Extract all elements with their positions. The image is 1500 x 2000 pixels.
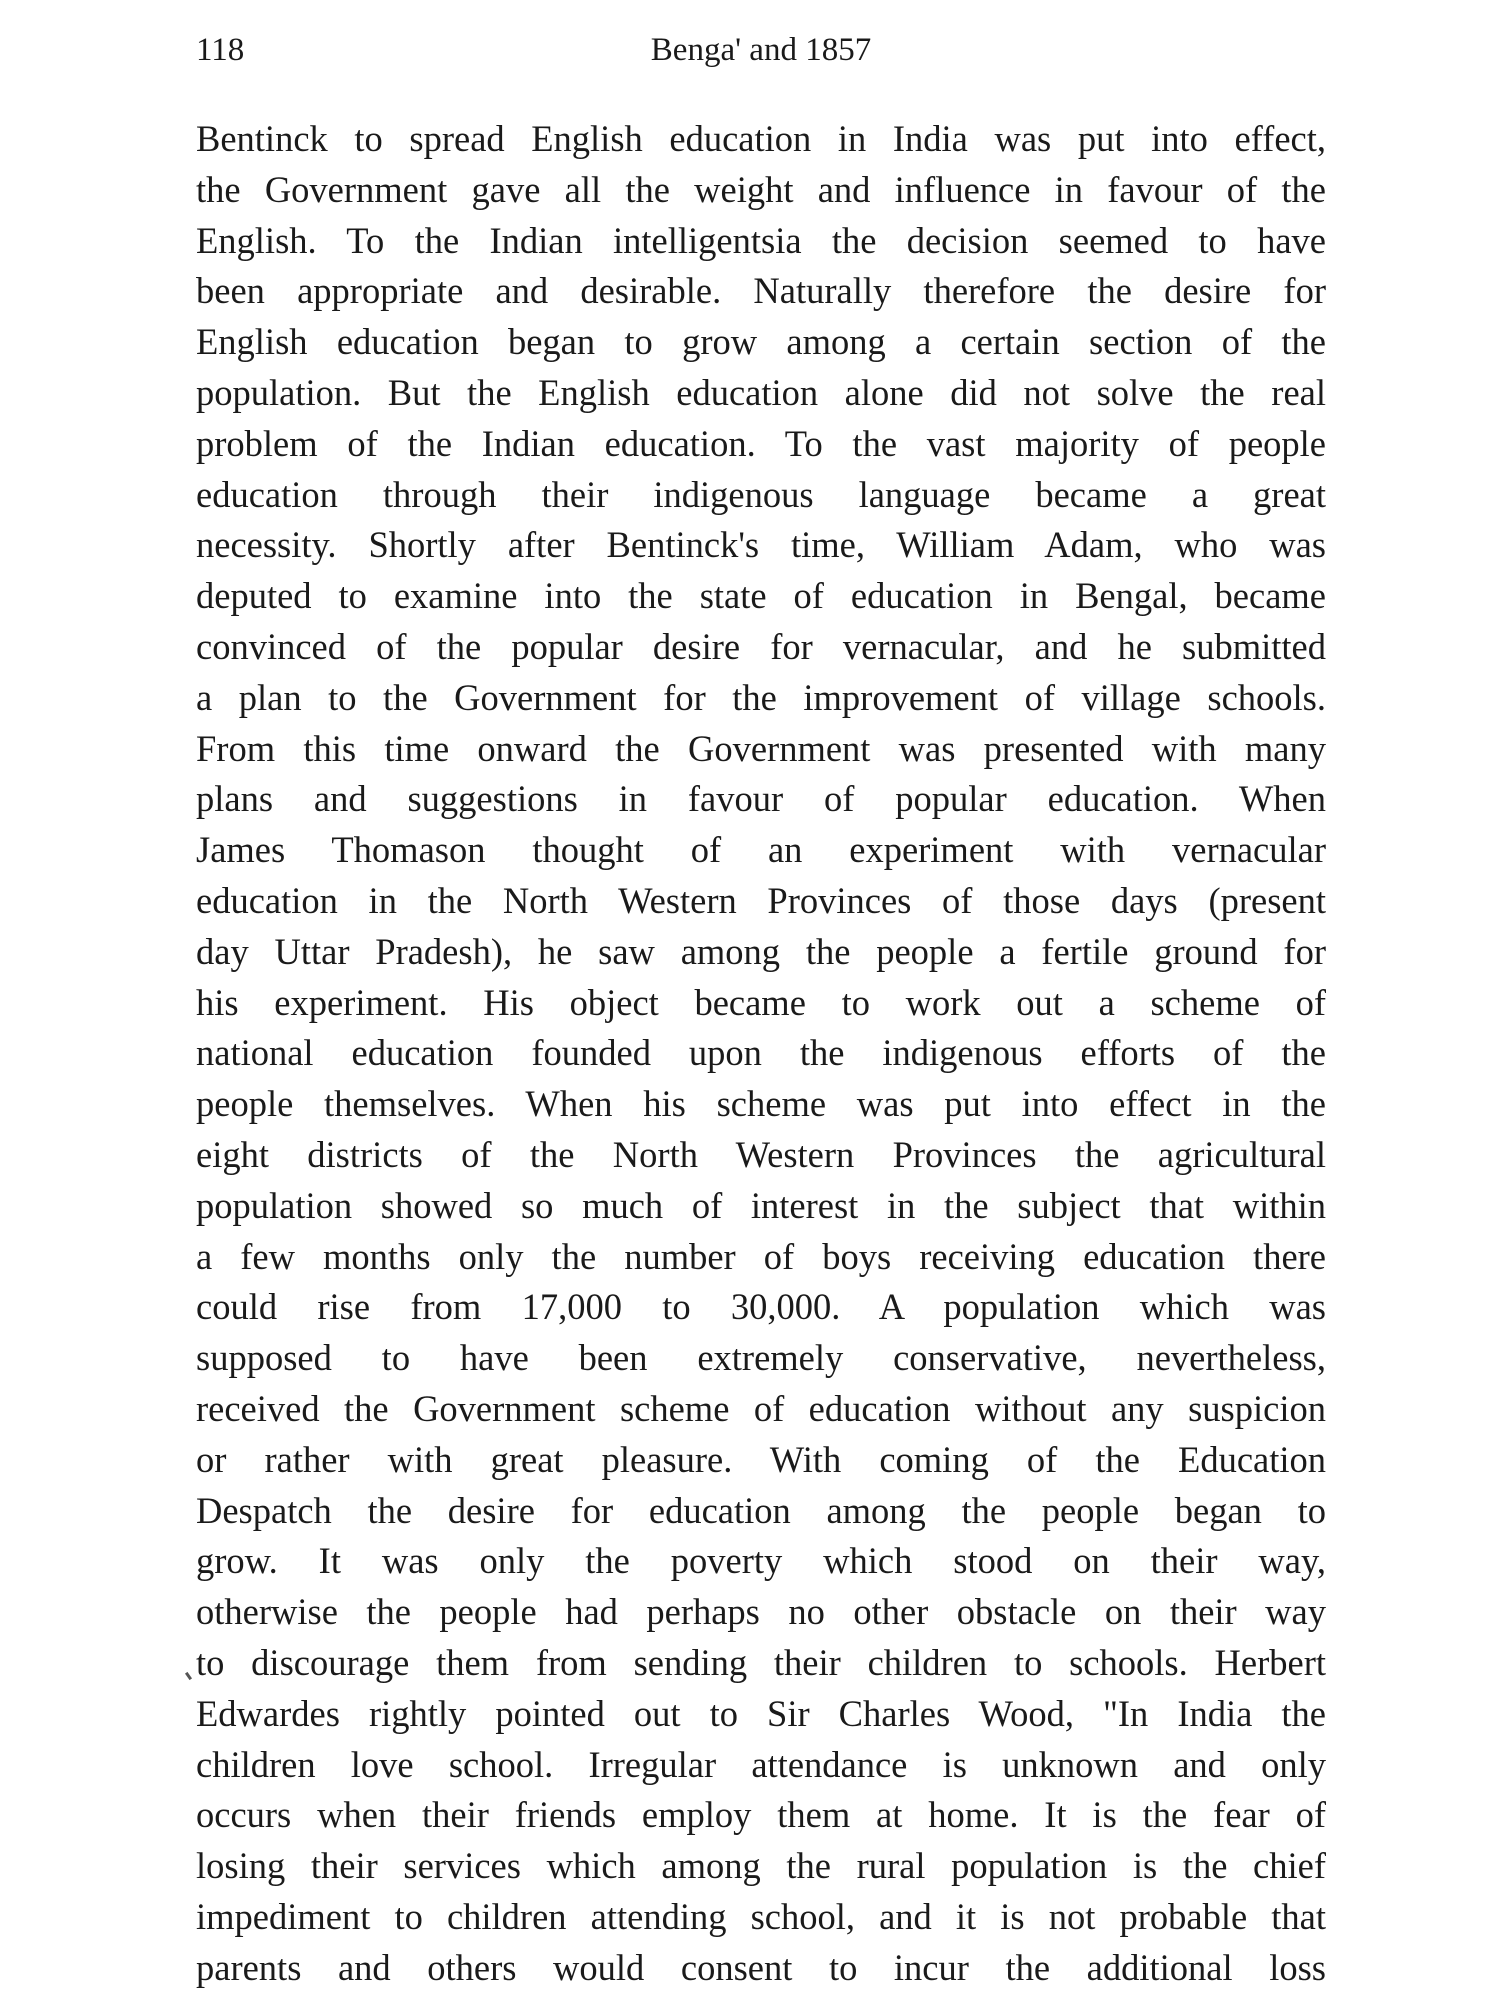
text-line: Bentinck to spread English education in India was put into effect, — [196, 118, 1326, 159]
text-line: people themselves. When his scheme was put into effect in the — [196, 1083, 1326, 1125]
running-head: Benga' and 1857 — [650, 32, 872, 68]
text-line: deputed to examine into the state of education in Bengal, became — [196, 575, 1326, 617]
text-line: population showed so much of interest in the subject that within — [196, 1184, 1326, 1226]
text-line: supposed to have been extremely conservative, nevertheless, — [196, 1337, 1326, 1379]
text-line: necessity. Shortly after Bentinck's time, William Adam, who was — [196, 524, 1326, 566]
text-line: parents and others would consent to incur the additional loss — [196, 1946, 1326, 1988]
text-line: James Thomason thought of an experiment with vernacular — [196, 829, 1326, 871]
text-line: children love school. Irregular attendance is unknown and only — [196, 1743, 1326, 1785]
text-line: From this time onward the Government was presented with many — [196, 727, 1326, 769]
text-line: impediment to children attending school, and it is not probable that — [196, 1895, 1326, 1937]
text-line: convinced of the popular desire for vernacular, and he submitted — [196, 625, 1326, 667]
page-number: 118 — [196, 32, 245, 68]
body-text — [196, 114, 1326, 1993]
text-line: English. To the Indian intelligentsia the decision seemed to have — [196, 219, 1326, 261]
text-line: Despatch the desire for education among the people began to — [196, 1489, 1326, 1531]
text-line: grow. It was only the poverty which stood on their way, — [196, 1540, 1326, 1582]
text-line: otherwise the people had perhaps no other obstacle on their way — [196, 1591, 1326, 1633]
text-line: Edwardes rightly pointed out to Sir Charles Wood, "In India the — [196, 1692, 1326, 1734]
text-line: the Government gave all the weight and influence in favour of the — [196, 168, 1326, 210]
text-line: national education founded upon the indigenous efforts of the — [196, 1032, 1326, 1074]
page-header — [196, 26, 1326, 74]
text-line: English education began to grow among a certain section of the — [196, 321, 1326, 363]
text-line: received the Government scheme of education without any suspicion — [196, 1387, 1326, 1429]
text-line: his experiment. His object became to work out a scheme of — [196, 981, 1326, 1023]
text-line: to discourage them from sending their children to schools. Herbert — [196, 1641, 1326, 1683]
text-line: education through their indigenous language became a great — [196, 473, 1326, 515]
text-line: eight districts of the North Western Provinces the agricultural — [196, 1133, 1326, 1175]
text-line: problem of the Indian education. To the vast majority of people — [196, 422, 1326, 464]
text-line: could rise from 17,000 to 30,000. A population which was — [196, 1286, 1326, 1328]
text-line: a few months only the number of boys receiving education there — [196, 1235, 1326, 1277]
text-line: day Uttar Pradesh), he saw among the people a fertile ground for — [196, 930, 1326, 972]
text-line: education in the North Western Provinces of those days (present — [196, 879, 1326, 921]
text-line: or rather with great pleasure. With coming of the Education — [196, 1438, 1326, 1480]
margin-mark — [185, 1672, 192, 1680]
text-line: been appropriate and desirable. Naturally therefore the desire for — [196, 270, 1326, 312]
text-line: occurs when their friends employ them at home. It is the fear of — [196, 1794, 1326, 1836]
text-line: plans and suggestions in favour of popular education. When — [196, 778, 1326, 820]
text-line: losing their services which among the rural population is the chief — [196, 1845, 1326, 1887]
text-line: a plan to the Government for the improvement of village schools. — [196, 676, 1326, 718]
text-line: population. But the English education alone did not solve the real — [196, 371, 1326, 413]
